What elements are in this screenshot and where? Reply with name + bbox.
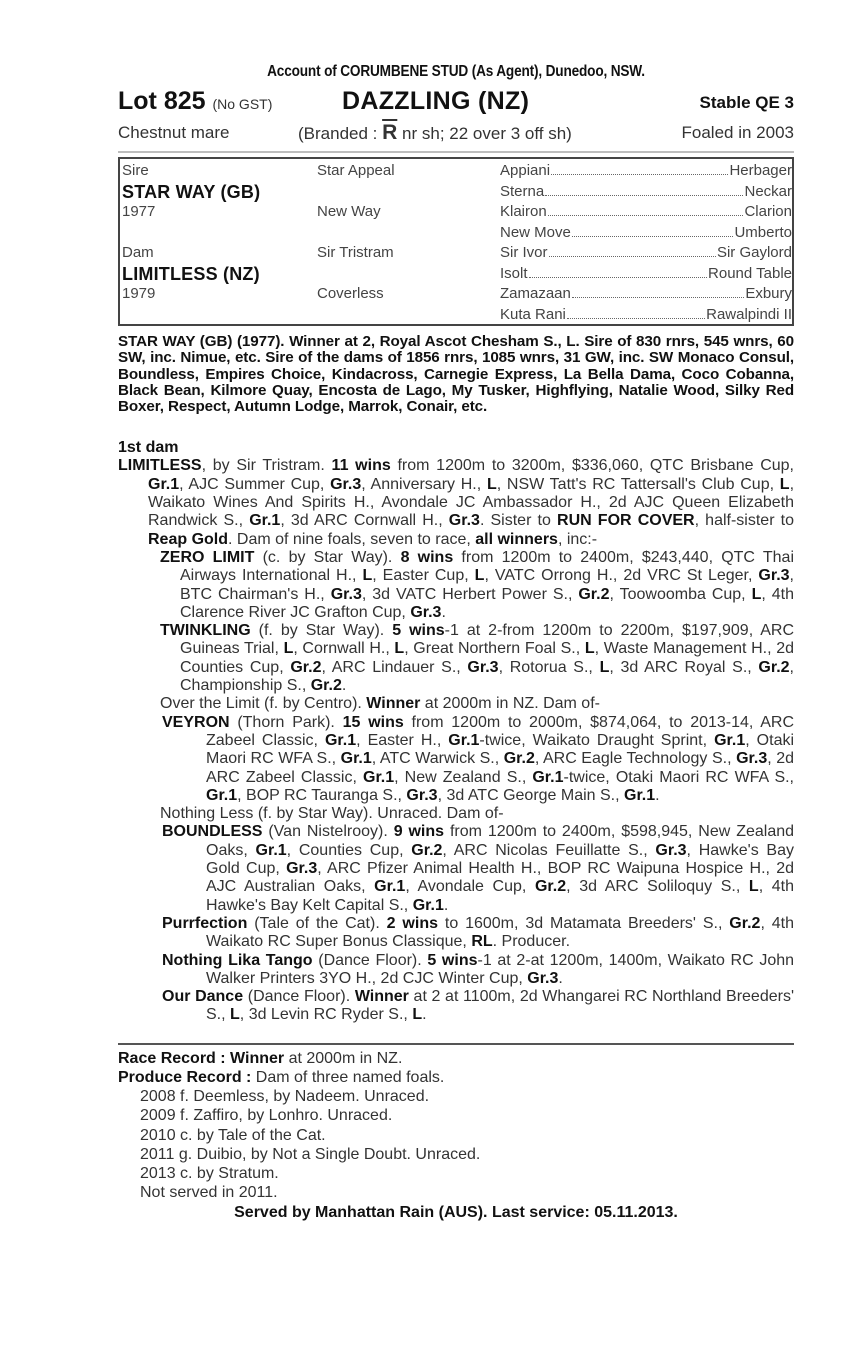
ggp-name: Appiani (500, 162, 551, 179)
bold-text: RUN FOR COVER (557, 512, 695, 530)
bold-text: Gr.1 (448, 731, 480, 749)
text: -twice, Waikato Draught Sprint, (479, 731, 715, 749)
bold-text: 5 wins (427, 951, 478, 969)
spacer (317, 264, 497, 285)
text: , Waste Management H., 2d Counties Cup, (180, 640, 795, 676)
bold-text: 11 wins (331, 457, 391, 475)
sire-name: STAR WAY (GB) (122, 181, 261, 202)
bold-text: Gr.2 (578, 585, 610, 603)
great-grandparent-row (500, 202, 792, 223)
bold-text: 8 wins (400, 548, 454, 566)
text: , BOP RC Tauranga S., (237, 786, 407, 804)
bold-text: Gr.3 (527, 969, 559, 987)
bold-text: Gr.1 (412, 896, 444, 914)
dam-label: Dam (122, 244, 154, 261)
foal-entry: 2008 f. Deemless, by Nadeem. Unraced. (140, 1088, 430, 1106)
text: -1 at 2-at 1200m, 1400m, Waikato RC John Walker Printers 3YO H., 2d CJC Winter Cup, (206, 951, 795, 987)
bold-text: Gr.2 (534, 878, 567, 896)
bold-text: 9 wins (393, 823, 445, 841)
bold-text: Gr.3 (655, 841, 687, 859)
text: , 3d ARC Soliloquy S., (566, 878, 749, 896)
bold-text: Gr.1 (374, 878, 406, 896)
bold-text: Purrfection (162, 914, 248, 932)
bold-text: BOUNDLESS (162, 823, 263, 841)
divider (118, 151, 794, 153)
divider (118, 1043, 794, 1045)
bold-text: 2 wins (386, 914, 438, 932)
text: (Thorn Park). (229, 713, 343, 731)
text: . Producer. (492, 933, 571, 951)
ggp-sire: Herbager (729, 162, 792, 179)
ggp-name: Isolt (500, 264, 528, 282)
text: , by Sir Tristram. (201, 457, 332, 475)
text: , Counties Cup, (286, 841, 412, 859)
great-grandparent-row (500, 182, 792, 203)
lot-number (118, 86, 272, 119)
text: , Easter H., (356, 731, 449, 749)
bold-text: Gr.3 (758, 567, 790, 585)
brand-description (298, 120, 572, 147)
foal-entry: Not served in 2011. (140, 1184, 278, 1202)
text: , ARC Lindauer S., (321, 658, 468, 676)
spacer (317, 182, 497, 203)
bold-text: L (779, 475, 790, 493)
text: , 4th Waikato RC Super Bonus Classique, (206, 914, 794, 951)
text: , VATC Orrong H., 2d VRC St Leger, (484, 567, 759, 585)
records-section (118, 1049, 794, 1223)
text: . (441, 603, 446, 621)
produce-record (118, 1068, 794, 1087)
brand-mark-icon: $\overline{R}$ (382, 121, 398, 144)
bold-text: Winner (366, 695, 421, 713)
text: at 2000m in NZ. Dam of- (420, 695, 600, 713)
pedigree-parents-column (122, 161, 312, 305)
grandparent: Sir Tristram (317, 244, 394, 261)
bold-text: RL (471, 933, 493, 951)
great-grandparent-row (500, 243, 792, 264)
sire-year: 1977 (122, 203, 156, 220)
lot-gst-note: (No GST) (212, 96, 273, 112)
bold-text: Gr.3 (736, 750, 768, 768)
great-grandparent-row (500, 161, 792, 182)
bold-text: Gr.1 (532, 768, 564, 786)
text: . (655, 786, 660, 804)
dam-entry (118, 952, 794, 989)
ggp-name: Sir Ivor (500, 244, 548, 261)
bold-text: Gr.1 (249, 512, 281, 530)
foaled-year: Foaled in 2003 (681, 123, 794, 142)
produce-record-label: Produce Record : (118, 1068, 252, 1086)
bold-text: Gr.1 (148, 475, 180, 493)
brand-prefix: (Branded : (298, 124, 378, 143)
dam-entry (118, 823, 794, 914)
text: , 3d ATC George Main S., (437, 786, 625, 804)
brand-suffix: nr sh; 22 over 3 off sh) (402, 124, 572, 143)
bold-text: Our Dance (162, 988, 244, 1006)
text: , Anniversary H., (361, 475, 487, 493)
dam-entry (118, 457, 794, 548)
text: , half-sister to (694, 512, 795, 530)
pedigree-table (118, 157, 794, 326)
text: from 1200m to 3200m, $336,060, QTC Brisbane Cup, (390, 457, 795, 475)
bold-text: Reap Gold (148, 530, 229, 548)
ggp-sire: Clarion (744, 203, 792, 220)
bold-text: Gr.1 (340, 750, 372, 768)
text: , NSW Tatt's RC Tattersall's Club Cup, (496, 475, 780, 493)
dam-entry (118, 988, 794, 1025)
colour-sex: Chestnut mare (118, 123, 230, 142)
bold-text: Gr.2 (290, 658, 322, 676)
bold-text: Gr.3 (467, 658, 499, 676)
pedigree-great-grandparents-column (500, 161, 792, 325)
bold-text: L (748, 878, 759, 896)
text: , Championship S., (180, 658, 794, 695)
text: from 1200m to 2400m, $243,440, QTC Thai Airways International H., (180, 548, 795, 585)
dam-entry (118, 695, 794, 713)
foal-entry: 2011 g. Duibio, by Not a Single Doubt. Unraced. (140, 1145, 481, 1163)
dam-entry (118, 622, 794, 695)
bold-text: L (283, 640, 294, 658)
race-record-label: Race Record : (118, 1049, 226, 1067)
foal-entry: 2009 f. Zaffiro, by Lonhro. Unraced. (140, 1107, 393, 1125)
title-row (118, 86, 794, 116)
race-record-value: at 2000m in NZ. (284, 1049, 403, 1067)
text: , 2d ARC Zabeel Classic, (206, 750, 795, 786)
bold-text: LIMITLESS (118, 457, 202, 475)
text: from 1200m to 2000m, $874,064, to 2013-14, ARC Zabeel Classic, (206, 713, 795, 749)
text: , ARC Nicolas Feuillatte S., (442, 841, 656, 859)
text: (c. by Star Way). (254, 548, 401, 566)
ggp-sire: Round Table (708, 264, 792, 282)
text: , BTC Chairman's H., (180, 567, 794, 603)
first-dam-section (118, 439, 794, 1024)
horse-name: DAZZLING (NZ) (342, 87, 530, 115)
foal-entry: 2010 c. by Tale of the Cat. (140, 1126, 326, 1144)
dam-entry (118, 714, 794, 805)
text: , 4th Clarence River JC Grafton Cup, (180, 585, 794, 621)
bold-text: TWINKLING (160, 622, 251, 640)
text: , ARC Pfizer Animal Health H., BOP RC Waipuna Hospice H., 2d AJC Australian Oaks, (206, 860, 795, 896)
text: , Hawke's Bay Gold Cup, (206, 841, 794, 878)
text: (f. by Star Way). (250, 622, 393, 640)
race-record (118, 1049, 794, 1068)
ggp-name: New Move (500, 223, 571, 241)
catalogue-page (118, 62, 794, 1223)
race-record-bold: Winner (230, 1049, 285, 1067)
sire-label: Sire (122, 162, 149, 179)
bold-text: ZERO LIMIT (160, 548, 255, 566)
ggp-sire: Neckar (744, 182, 792, 200)
ggp-sire: Sir Gaylord (716, 244, 792, 261)
spacer (122, 223, 312, 244)
dam-entries-list (118, 457, 794, 1024)
ggp-sire: Exbury (745, 285, 792, 302)
text: , AJC Summer Cup, (179, 475, 331, 493)
bold-text: Gr.1 (206, 786, 238, 804)
pedigree-grandparents-column (317, 161, 497, 305)
bold-text: Gr.3 (410, 603, 442, 621)
text: . Dam of nine foals, seven to race, (228, 530, 476, 548)
bold-text: Gr.2 (411, 841, 443, 859)
bold-text: L (486, 475, 497, 493)
ggp-name: Klairon (500, 203, 547, 220)
text: (Tale of the Cat). (247, 914, 387, 932)
stable-location: Stable QE 3 (699, 93, 794, 112)
bold-text: Gr.3 (286, 860, 318, 878)
bold-text: Gr.1 (324, 731, 357, 749)
ggp-sire: Umberto (734, 223, 792, 241)
text: (Van Nistelrooy). (262, 823, 394, 841)
bold-text: 15 wins (342, 713, 404, 731)
text: Over the Limit (f. by Centro). (160, 695, 367, 713)
text: , Great Northern Foal S., (404, 640, 585, 658)
bold-text: L (751, 585, 762, 603)
bold-text: L (412, 1006, 423, 1024)
bold-text: L (584, 640, 595, 658)
text: Nothing Less (f. by Star Way). Unraced. Dam of- (160, 805, 504, 823)
bold-text: all winners (475, 530, 558, 548)
text: -twice, Otaki Maori RC WFA S., (563, 768, 794, 786)
bold-text: Gr.1 (624, 786, 656, 804)
bold-text: L (394, 640, 405, 658)
ggp-name: Kuta Rani (500, 305, 566, 323)
text: . (341, 677, 347, 695)
text: (Dance Floor). (243, 988, 355, 1006)
bold-text: Gr.2 (310, 677, 342, 695)
text: , Toowoomba Cup, (609, 585, 752, 603)
great-grandparent-row (500, 284, 792, 305)
first-dam-heading: 1st dam (118, 439, 179, 457)
spacer (317, 223, 497, 244)
bold-text: Gr.3 (330, 585, 362, 603)
dam-name: LIMITLESS (NZ) (122, 263, 260, 284)
bold-text: L (362, 567, 373, 585)
text: , Cornwall H., (293, 640, 395, 658)
ggp-sire: Rawalpindi II (706, 305, 792, 323)
dam-entry (118, 805, 794, 823)
bold-text: Winner (354, 988, 409, 1006)
bold-text: 5 wins (392, 622, 445, 640)
text: at 2 at 1100m, 2d Whangarei RC Northland Breeders' S., (206, 988, 795, 1024)
text: , 3d VATC Herbert Power S., (361, 585, 579, 603)
ggp-name: Sterna (500, 182, 545, 200)
description-row (118, 120, 794, 146)
bold-text: L (230, 1006, 240, 1024)
bold-text: Gr.2 (758, 658, 790, 676)
bold-text: VEYRON (162, 713, 230, 731)
produce-record-value: Dam of three named foals. (251, 1068, 445, 1086)
dam-year: 1979 (122, 285, 156, 302)
text: , inc:- (557, 530, 598, 548)
great-grandparent-row (500, 223, 792, 244)
bold-text: Gr.1 (255, 841, 287, 859)
ggp-name: Zamazaan (500, 285, 571, 302)
bold-text: Gr.3 (406, 786, 438, 804)
text: , Waikato Wines And Spirits H., Avondale JC Ambassador H., 2d AJC Queen Elizabeth Randwick S., (148, 475, 795, 530)
bold-text: Gr.1 (714, 731, 746, 749)
grandparent: New Way (317, 203, 381, 220)
text: , ARC Eagle Technology S., (534, 750, 737, 768)
grandparent: Star Appeal (317, 162, 395, 179)
text: . (443, 896, 449, 914)
text: , Easter Cup, (372, 567, 475, 585)
text: , Otaki Maori RC WFA S., (206, 731, 795, 768)
text: , New Zealand S., (394, 768, 533, 786)
text: , 3d ARC Cornwall H., (280, 512, 449, 530)
text: to 1600m, 3d Matamata Breeders' S., (438, 914, 730, 932)
bold-text: Gr.2 (729, 914, 761, 932)
bold-text: Nothing Lika Tango (162, 951, 313, 969)
text: , Rotorua S., (498, 658, 600, 676)
lot-label: Lot 825 (118, 87, 206, 115)
dam-entry (118, 549, 794, 622)
bold-text: Gr.3 (448, 512, 480, 530)
bold-text: L (599, 658, 610, 676)
great-grandparent-row (500, 264, 792, 285)
bold-text: Gr.3 (330, 475, 362, 493)
text: . (422, 1006, 427, 1024)
text: from 1200m to 2400m, $598,945, New Zealand Oaks, (206, 823, 795, 859)
text: (Dance Floor). (312, 951, 428, 969)
text: , 4th Hawke's Bay Kelt Capital S., (206, 878, 795, 914)
bold-text: Gr.2 (503, 750, 535, 768)
sire-summary: STAR WAY (GB) (1977). Winner at 2, Royal Ascot Chesham S., L. Sire of 830 rnrs, 545 wnrs, 60 SW, inc. Nimue, etc. Sire of the dams of 1856 rnrs, 1085 wnrs, 31 GW, inc. SW Monaco Consul, Boundless, Empires Choice, Kindacross, Carnegie Express, La Bella Dama, Coco Cobanna, Black Bean, Kilmore Quay, Encosta de Lago, My Tusker, Highflying, Natalie Wood, Silky Red Boxer, Respect, Autumn Lodge, Marrok, Conair, etc. (118, 333, 794, 416)
bold-text: Gr.1 (363, 768, 395, 786)
great-grandparent-row (500, 305, 792, 326)
service-note: Served by Manhattan Rain (AUS). Last service: 05.11.2013. (234, 1204, 678, 1222)
grandparent: Coverless (317, 285, 384, 302)
text: , 3d ARC Royal S., (609, 658, 759, 676)
dam-entry (118, 915, 794, 952)
text: , 3d Levin RC Ryder S., (239, 1006, 413, 1024)
bold-text: L (474, 567, 485, 585)
foal-entry: 2013 c. by Stratum. (140, 1164, 279, 1182)
text: , ATC Warwick S., (371, 750, 504, 768)
text: , Avondale Cup, (405, 878, 535, 896)
text: . Sister to (479, 512, 558, 530)
vendor-line: Account of CORUMBENE STUD (As Agent), Dunedoo, NSW. (267, 63, 645, 80)
text: . (558, 969, 563, 987)
text: -1 at 2-from 1200m to 2200m, $197,909, ARC Guineas Trial, (180, 622, 795, 658)
